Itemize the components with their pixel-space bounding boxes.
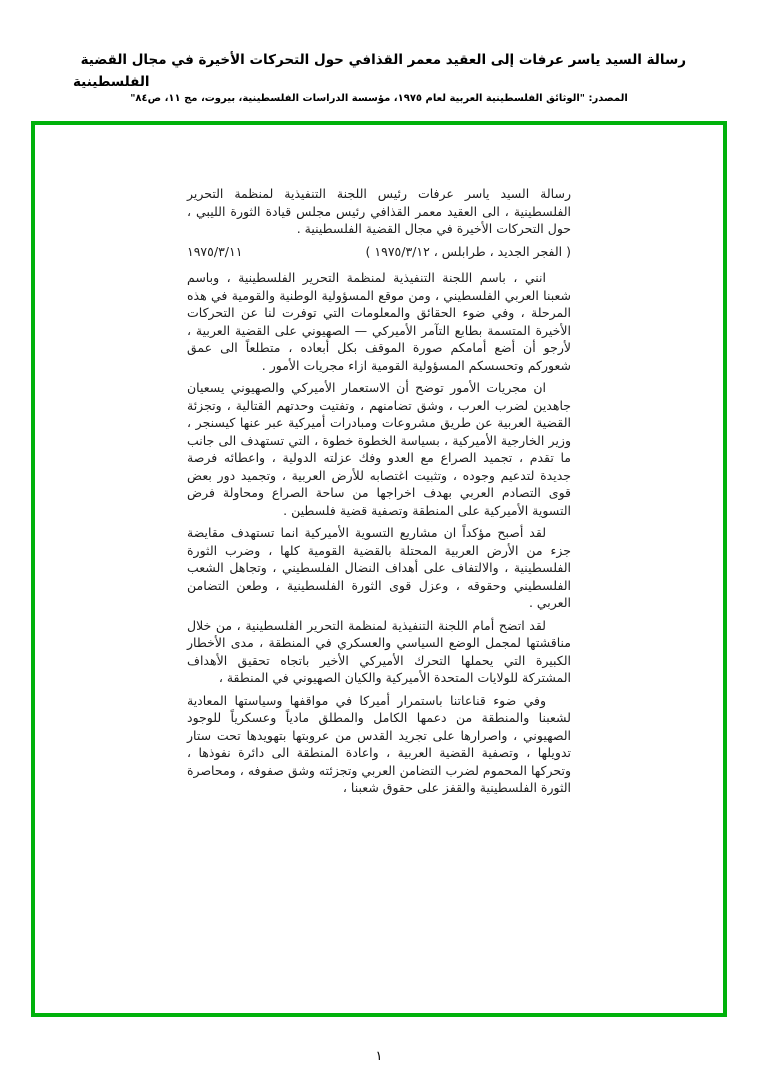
paragraph-convictions: وفي ضوء قناعاتنا باستمرار أميركا في مواقفها وسياستها المعادية لشعبنا والمنطقة من دعمها الكامل والمطلق مادياً وعسكرياً للوجود الصهيوني ، واصرارها على تجريد القدس من عروبتها بتهويدها تحت ستار تدويلها ، وتصفية القضية العربية ، واعادة المنطقة الى دائرة نفوذها ، وتحركها المحموم لضرب التضامن العربي وتجزئته وشق صفوفه ، ومحاصرة الثورة الفلسطينية والقفز على حقوق شعبنا ،: [187, 692, 571, 795]
page-title-line1: رسالة السيد ياسر عرفات إلى العقيد معمر القذافي حول التحركات الأخيرة في مجال القضية: [80, 52, 686, 68]
document-frame: [31, 121, 727, 1017]
document-body: [187, 185, 571, 797]
page-number: ١: [375, 1049, 383, 1064]
paragraph-intro: انني ، باسم اللجنة التنفيذية لمنظمة التحرير الفلسطينية ، وباسم شعبنا العربي الفلسطيني ، ومن موقع المسؤولية الوطنية والقومية في هذه المرحلة ، وفي ضوء الحقائق والمعلومات التي توفرت لنا عن التحركات الأخيرة المتسمة بطابع التآمر الأميركي — الصهيوني على القضية العربية ، لأرجو أن أضع أمامكم صورة الموقف بكل أبعاده ، متطلعاً الى عمق شعوركم وتحسسكم المسؤولية القومية ازاء مجريات الأمور .: [187, 270, 571, 373]
page-title: [73, 50, 686, 93]
dateline-date: ١٩٧٥/٣/١١: [187, 243, 243, 259]
dateline-publication: ( الفجر الجديد ، طرابلس ، ١٩٧٥/٣/١٢ ): [365, 243, 571, 259]
paragraph-settlement-projects: لقد أصبح مؤكداً ان مشاريع التسوية الأميركية انما تستهدف مقايضة جزء من الأرض العربية المحتلة بالقضية القومية كلها ، وضرب الثورة الفلسطينية ، والالتفاف على أهداف النضال الفلسطيني ، وتجاهل الشعب الفلسطيني وحقوقه ، وعزل قوى الثورة الفلسطينية ، وطعن التضامن العربي .: [187, 525, 571, 610]
paragraph-executive-committee: لقد اتضح أمام اللجنة التنفيذية لمنظمة التحرير الفلسطينية ، من خلال مناقشتها لمجمل الوضع السياسي والعسكري في المنطقة ، مدى الأخطار الكبيرة التي يحملها التحرك الأميركي الأخير باتجاه تحقيق الأهداف المشتركة للولايات المتحدة الأميركية والكيان الصهيوني في المنطقة ،: [187, 617, 571, 685]
page-title-line2: الفلسطينية: [73, 73, 150, 90]
dateline: [187, 243, 571, 261]
paragraph-letter-heading: رسالة السيد ياسر عرفات رئيس اللجنة التنفيذية لمنظمة التحرير الفلسطينية ، الى العقيد معمر القذافي رئيس مجلس قيادة الثورة الليبي ، حول التحركات الأخيرة في مجال القضية الفلسطينية .: [187, 186, 571, 236]
paragraph-american-zionist-plans: ان مجريات الأمور توضح أن الاستعمار الأميركي والصهيوني يسعيان جاهدين لضرب العرب ، وشق تضامنهم ، وتفتيت وحدتهم القتالية ، وتجزئة القضية العربية عن طريق مشروعات ومبادرات أميركية عبر عنها كيسنجر ، وزير الخارجية الأميركية ، بسياسة الخطوة خطوة ، التي تستهدف الى جانب ما تقدم ، تجميد الصراع مع العدو وفك عزلته الدولية ، واعطائه فرصة جديدة لتدعيم وجوده ، وتثبيت اغتصابه للأرض العربية ، وتجميد دور بعض قوى التصادم العربي بهدف اخراجها من ساحة الصراع ومحاولة فرض التسوية الأميركية على المنطقة وتصفية قضية فلسطين .: [187, 380, 571, 518]
source-citation: المصدر: "الوثائق الفلسطينية العربية لعام ١٩٧٥، مؤسسة الدراسات الفلسطينية، بيروت، مج ١١، ص٨٤": [130, 93, 628, 104]
